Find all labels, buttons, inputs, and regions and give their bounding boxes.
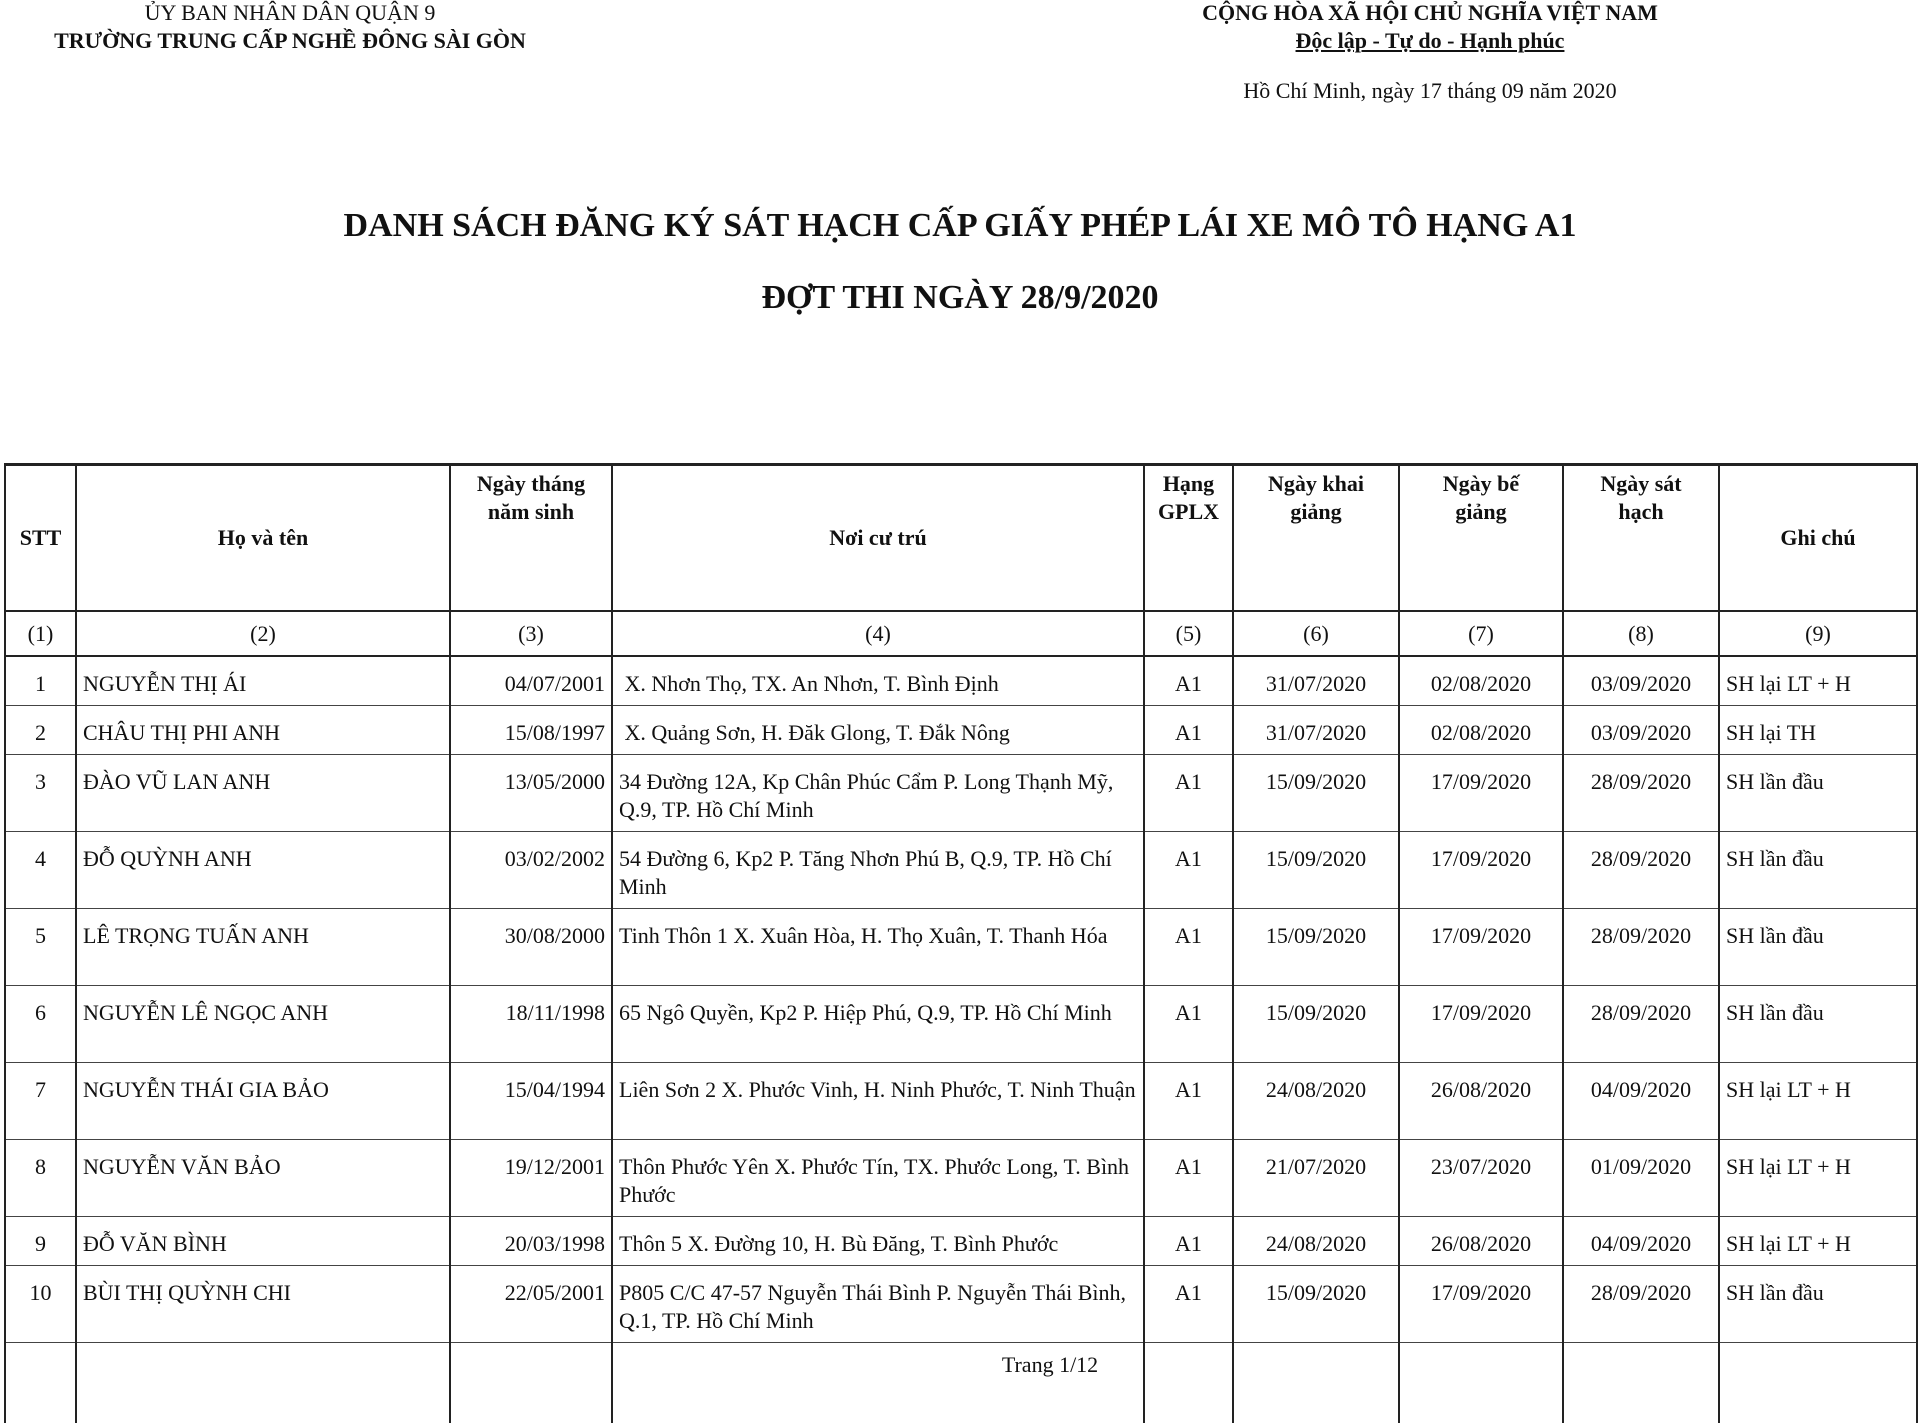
cell-address: 54 Đường 6, Kp2 P. Tăng Nhơn Phú B, Q.9, TP. Hồ Chí Minh xyxy=(612,832,1144,909)
table-row xyxy=(5,1063,1917,1140)
cell-exam: 28/09/2020 xyxy=(1563,832,1719,909)
column-number: (9) xyxy=(1719,611,1917,656)
header-name: Họ và tên xyxy=(76,465,450,612)
cell-stt: 7 xyxy=(5,1063,76,1140)
cell-note: SH lại LT + H xyxy=(1719,1217,1917,1266)
cell-exam: 03/09/2020 xyxy=(1563,656,1719,706)
cell-stt: 5 xyxy=(5,909,76,986)
column-number: (3) xyxy=(450,611,612,656)
cell-close: 17/09/2020 xyxy=(1399,986,1563,1063)
cell-note: SH lại TH xyxy=(1719,706,1917,755)
cell-name: NGUYỄN THÁI GIA BẢO xyxy=(76,1063,450,1140)
cell-class: A1 xyxy=(1144,706,1233,755)
cell-dob: 19/12/2001 xyxy=(450,1140,612,1217)
cell-open: 15/09/2020 xyxy=(1233,832,1399,909)
column-number: (7) xyxy=(1399,611,1563,656)
cell-address: 34 Đường 12A, Kp Chân Phúc Cẩm P. Long Thạnh Mỹ, Q.9, TP. Hồ Chí Minh xyxy=(612,755,1144,832)
cell-close: 17/09/2020 xyxy=(1399,755,1563,832)
cell-close: 23/07/2020 xyxy=(1399,1140,1563,1217)
cell-exam: 04/09/2020 xyxy=(1563,1217,1719,1266)
registration-table xyxy=(4,463,1918,1423)
table-row xyxy=(5,706,1917,755)
cell-note: SH lại LT + H xyxy=(1719,1063,1917,1140)
cell-class: A1 xyxy=(1144,1266,1233,1343)
header-stt: STT xyxy=(5,465,76,612)
cell-address: Thôn 5 X. Đường 10, H. Bù Đăng, T. Bình Phước xyxy=(612,1217,1144,1266)
cell-stt: 10 xyxy=(5,1266,76,1343)
header-course-open: Ngày khai giảng xyxy=(1233,465,1399,612)
table-header-row xyxy=(5,465,1917,612)
national-motto: Độc lập - Tự do - Hạnh phúc xyxy=(1110,28,1750,54)
cell-stt: 6 xyxy=(5,986,76,1063)
cell-open: 21/07/2020 xyxy=(1233,1140,1399,1217)
cell-dob: 15/04/1994 xyxy=(450,1063,612,1140)
cell-address: Thôn Phước Yên X. Phước Tín, TX. Phước Long, T. Bình Phước xyxy=(612,1140,1144,1217)
cell-class: A1 xyxy=(1144,1217,1233,1266)
cell-dob: 03/02/2002 xyxy=(450,832,612,909)
cell-open: 31/07/2020 xyxy=(1233,656,1399,706)
table-row xyxy=(5,1217,1917,1266)
cell-open: 15/09/2020 xyxy=(1233,909,1399,986)
cell-name: ĐỖ VĂN BÌNH xyxy=(76,1217,450,1266)
cell-name: NGUYỄN VĂN BẢO xyxy=(76,1140,450,1217)
table-row xyxy=(5,656,1917,706)
cell-open: 15/09/2020 xyxy=(1233,755,1399,832)
cell-exam: 01/09/2020 xyxy=(1563,1140,1719,1217)
table-row xyxy=(5,1266,1917,1343)
cell-stt: 4 xyxy=(5,832,76,909)
cell-class: A1 xyxy=(1144,1063,1233,1140)
cell-stt: 1 xyxy=(5,656,76,706)
issuing-authority: ỦY BAN NHÂN DÂN QUẬN 9 xyxy=(0,0,580,26)
cell-class: A1 xyxy=(1144,909,1233,986)
cell-address: Liên Sơn 2 X. Phước Vinh, H. Ninh Phước, T. Ninh Thuận xyxy=(612,1063,1144,1140)
cell-dob: 18/11/1998 xyxy=(450,986,612,1063)
cell-close: 02/08/2020 xyxy=(1399,656,1563,706)
cell-close: 26/08/2020 xyxy=(1399,1217,1563,1266)
header-course-close: Ngày bế giảng xyxy=(1399,465,1563,612)
cell-address: X. Quảng Sơn, H. Đăk Glong, T. Đắk Nông xyxy=(612,706,1144,755)
header-dob: Ngày tháng năm sinh xyxy=(450,465,612,612)
cell-note: SH lần đầu xyxy=(1719,832,1917,909)
header-license-class: Hạng GPLX xyxy=(1144,465,1233,612)
column-number: (8) xyxy=(1563,611,1719,656)
cell-address: X. Nhơn Thọ, TX. An Nhơn, T. Bình Định xyxy=(612,656,1144,706)
cell-exam: 28/09/2020 xyxy=(1563,1266,1719,1343)
cell-dob: 15/08/1997 xyxy=(450,706,612,755)
cell-dob: 20/03/1998 xyxy=(450,1217,612,1266)
cell-note: SH lại LT + H xyxy=(1719,656,1917,706)
exam-session-title: ĐỢT THI NGÀY 28/9/2020 xyxy=(0,279,1920,317)
cell-name: ĐỖ QUỲNH ANH xyxy=(76,832,450,909)
cell-close: 17/09/2020 xyxy=(1399,909,1563,986)
table-row xyxy=(5,832,1917,909)
cell-dob: 22/05/2001 xyxy=(450,1266,612,1343)
cell-stt: 8 xyxy=(5,1140,76,1217)
cell-class: A1 xyxy=(1144,1140,1233,1217)
cell-dob: 30/08/2000 xyxy=(450,909,612,986)
cell-note: SH lần đầu xyxy=(1719,1266,1917,1343)
document-date: Hồ Chí Minh, ngày 17 tháng 09 năm 2020 xyxy=(1110,78,1750,104)
cell-name: ĐÀO VŨ LAN ANH xyxy=(76,755,450,832)
header-exam-date: Ngày sát hạch xyxy=(1563,465,1719,612)
column-number: (1) xyxy=(5,611,76,656)
cell-name: BÙI THỊ QUỲNH CHI xyxy=(76,1266,450,1343)
cell-exam: 28/09/2020 xyxy=(1563,986,1719,1063)
cell-stt: 3 xyxy=(5,755,76,832)
cell-open: 15/09/2020 xyxy=(1233,1266,1399,1343)
cell-class: A1 xyxy=(1144,755,1233,832)
cell-dob: 04/07/2001 xyxy=(450,656,612,706)
header-note: Ghi chú xyxy=(1719,465,1917,612)
table-row xyxy=(5,986,1917,1063)
cell-class: A1 xyxy=(1144,986,1233,1063)
cell-dob: 13/05/2000 xyxy=(450,755,612,832)
cell-open: 15/09/2020 xyxy=(1233,986,1399,1063)
cell-note: SH lại LT + H xyxy=(1719,1140,1917,1217)
cell-class: A1 xyxy=(1144,656,1233,706)
cell-note: SH lần đầu xyxy=(1719,909,1917,986)
school-name: TRƯỜNG TRUNG CẤP NGHỀ ĐÔNG SÀI GÒN xyxy=(0,28,580,54)
cell-open: 24/08/2020 xyxy=(1233,1217,1399,1266)
cell-open: 24/08/2020 xyxy=(1233,1063,1399,1140)
cell-close: 17/09/2020 xyxy=(1399,832,1563,909)
cell-address: 65 Ngô Quyền, Kp2 P. Hiệp Phú, Q.9, TP. Hồ Chí Minh xyxy=(612,986,1144,1063)
cell-name: CHÂU THỊ PHI ANH xyxy=(76,706,450,755)
column-number: (4) xyxy=(612,611,1144,656)
column-number-row xyxy=(5,611,1917,656)
cell-open: 31/07/2020 xyxy=(1233,706,1399,755)
cell-exam: 28/09/2020 xyxy=(1563,755,1719,832)
cell-exam: 03/09/2020 xyxy=(1563,706,1719,755)
cell-close: 26/08/2020 xyxy=(1399,1063,1563,1140)
table-row xyxy=(5,1140,1917,1217)
cell-close: 02/08/2020 xyxy=(1399,706,1563,755)
cell-name: NGUYỄN THỊ ÁI xyxy=(76,656,450,706)
table-row xyxy=(5,909,1917,986)
cell-name: LÊ TRỌNG TUẤN ANH xyxy=(76,909,450,986)
table-row xyxy=(5,755,1917,832)
cell-note: SH lần đầu xyxy=(1719,755,1917,832)
national-title: CỘNG HÒA XÃ HỘI CHỦ NGHĨA VIỆT NAM xyxy=(1110,0,1750,26)
column-number: (6) xyxy=(1233,611,1399,656)
cell-class: A1 xyxy=(1144,832,1233,909)
page-number: Trang 1/12 xyxy=(0,1352,1920,1378)
cell-close: 17/09/2020 xyxy=(1399,1266,1563,1343)
cell-stt: 9 xyxy=(5,1217,76,1266)
cell-exam: 28/09/2020 xyxy=(1563,909,1719,986)
cell-note: SH lần đầu xyxy=(1719,986,1917,1063)
cell-address: P805 C/C 47-57 Nguyễn Thái Bình P. Nguyễn Thái Bình, Q.1, TP. Hồ Chí Minh xyxy=(612,1266,1144,1343)
cell-exam: 04/09/2020 xyxy=(1563,1063,1719,1140)
cell-stt: 2 xyxy=(5,706,76,755)
document-title: DANH SÁCH ĐĂNG KÝ SÁT HẠCH CẤP GIẤY PHÉP LÁI XE MÔ TÔ HẠNG A1 xyxy=(0,207,1920,245)
cell-name: NGUYỄN LÊ NGỌC ANH xyxy=(76,986,450,1063)
cell-address: Tinh Thôn 1 X. Xuân Hòa, H. Thọ Xuân, T. Thanh Hóa xyxy=(612,909,1144,986)
column-number: (5) xyxy=(1144,611,1233,656)
header-address: Nơi cư trú xyxy=(612,465,1144,612)
column-number: (2) xyxy=(76,611,450,656)
